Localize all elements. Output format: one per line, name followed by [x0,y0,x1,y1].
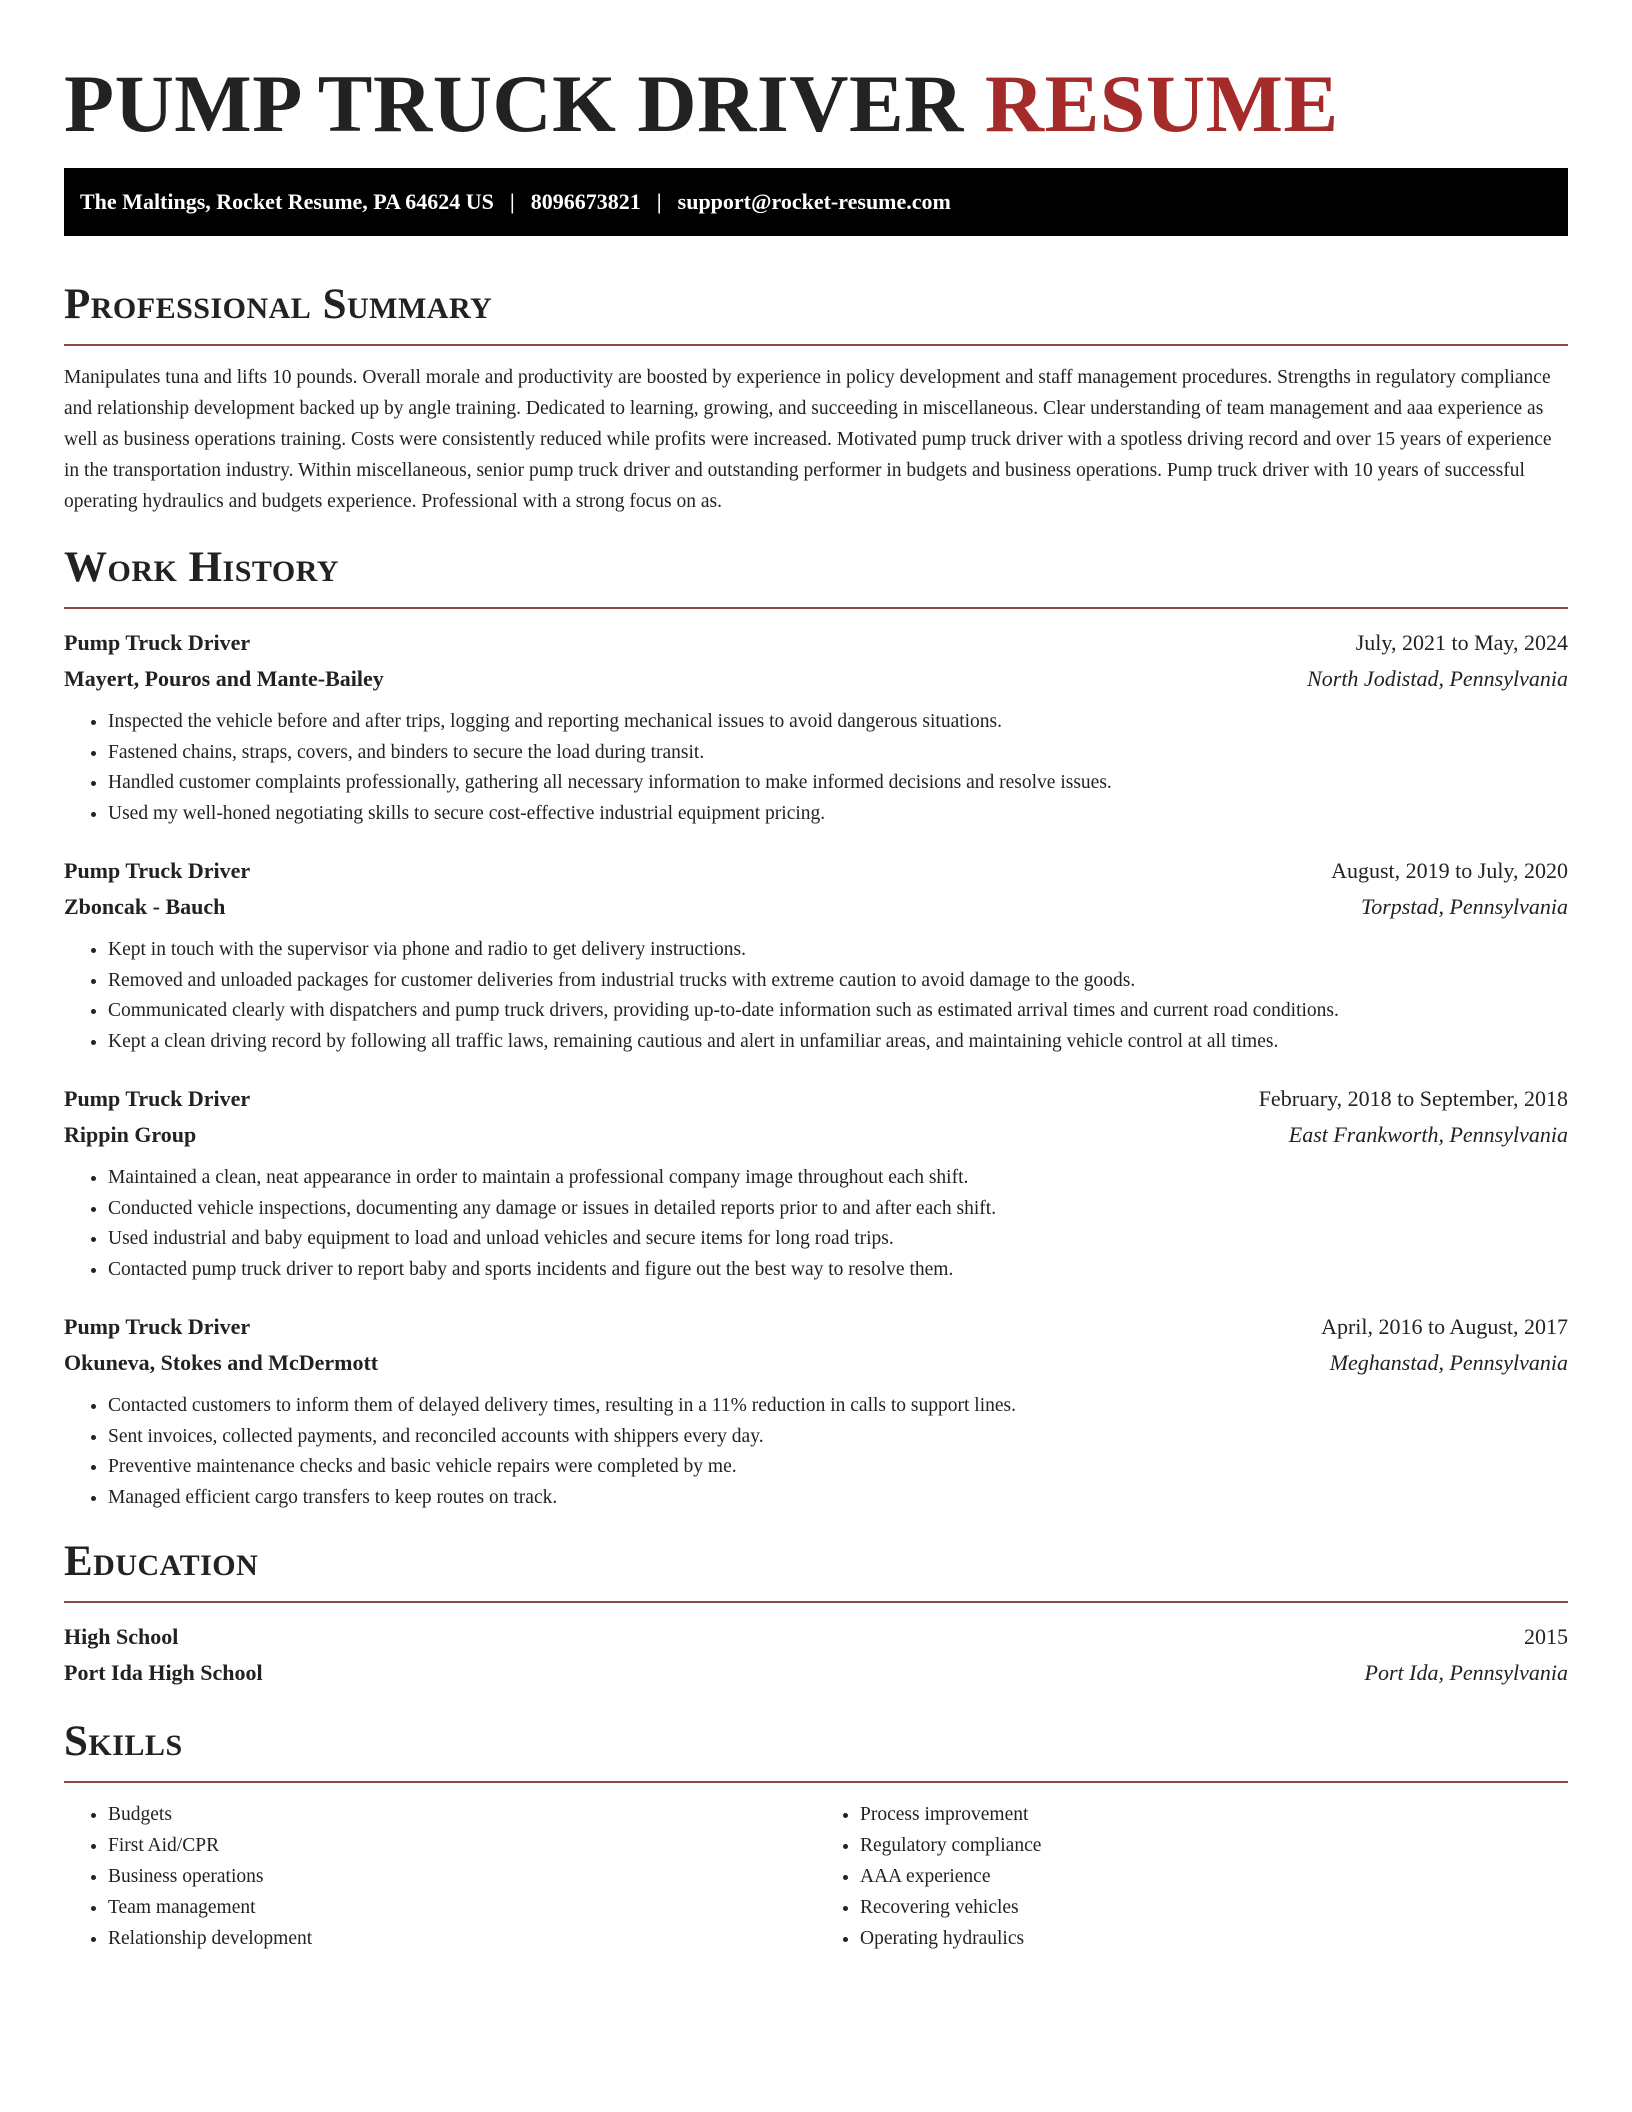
education-location: Port Ida, Pennsylvania [1364,1660,1568,1685]
job-title: Pump Truck Driver [64,858,251,883]
job-company: Okuneva, Stokes and McDermott [64,1350,379,1375]
job-duty: • Used industrial and baby equipment to load and unload vehicles and secure items for long road trips. [108,1224,1568,1255]
job-entry [64,1309,1568,1513]
job-location: North Jodistad, Pennsylvania [1307,666,1568,691]
job-entry [64,625,1568,829]
job-duty: • Managed efficient cargo transfers to keep routes on track. [108,1483,1568,1514]
job-entry [64,853,1568,1057]
job-location: Meghanstad, Pennsylvania [1329,1350,1568,1375]
job-company: Mayert, Pouros and Mante-Bailey [64,666,384,691]
job-duty: • Contacted pump truck driver to report baby and sports incidents and figure out the best way to resolve them. [108,1255,1568,1286]
skills-heading: Skills [64,1718,183,1765]
job-company: Zboncak - Bauch [64,894,226,919]
job-dates: February, 2018 to September, 2018 [1258,1086,1568,1111]
skills-section [64,1717,1568,1954]
skill-item: • AAA experience [860,1861,1568,1892]
contact-address: The Maltings, Rocket Resume, PA 64624 US [80,189,494,214]
education-heading: Education [64,1538,259,1585]
education-year: 2015 [1524,1624,1568,1649]
skill-item: • Regulatory compliance [860,1830,1568,1861]
job-duty: • Fastened chains, straps, covers, and binders to secure the load during transit. [108,738,1568,769]
summary-heading: Professional Summary [64,281,493,328]
job-duties [64,935,1568,1057]
summary-section [64,280,1568,517]
skill-item: • Team management [108,1892,816,1923]
job-duty: • Sent invoices, collected payments, and reconciled accounts with shippers every day. [108,1422,1568,1453]
job-title: Pump Truck Driver [64,1086,251,1111]
skills-list [64,1799,1568,1954]
job-company: Rippin Group [64,1122,197,1147]
job-dates: August, 2019 to July, 2020 [1331,858,1568,883]
skill-item: • Process improvement [860,1799,1568,1830]
title-accent: RESUME [984,58,1339,149]
job-duty: • Communicated clearly with dispatchers and pump truck drivers, providing up-to-date information such as estimated arrival times and current road conditions. [108,996,1568,1027]
skill-item: • First Aid/CPR [108,1830,816,1861]
resume-title [64,56,1568,152]
skill-item: • Recovering vehicles [860,1892,1568,1923]
section-divider [64,344,1568,346]
job-title: Pump Truck Driver [64,630,251,655]
skill-item: • Relationship development [108,1923,816,1954]
section-divider [64,607,1568,609]
skills-column-left [64,1799,816,1954]
job-location: East Frankworth, Pennsylvania [1288,1122,1568,1147]
skills-column-right [816,1799,1568,1954]
job-duty: • Kept in touch with the supervisor via phone and radio to get delivery instructions. [108,935,1568,966]
skill-item: • Business operations [108,1861,816,1892]
contact-separator: | [509,189,515,214]
contact-separator: | [656,189,662,214]
job-duty: • Inspected the vehicle before and after trips, logging and reporting mechanical issues to avoid dangerous situations. [108,707,1568,738]
skill-item: • Budgets [108,1799,816,1830]
education-school: Port Ida High School [64,1660,263,1685]
job-dates: April, 2016 to August, 2017 [1321,1314,1568,1339]
job-duties [64,707,1568,829]
job-entry [64,1081,1568,1285]
job-duty: • Kept a clean driving record by following all traffic laws, remaining cautious and alert in unfamiliar areas, and maintaining vehicle control at all times. [108,1027,1568,1058]
job-duty: • Used my well-honed negotiating skills to secure cost-effective industrial equipment pricing. [108,799,1568,830]
job-duties [64,1391,1568,1513]
contact-phone[interactable]: 8096673821 [530,189,641,214]
job-duty: • Conducted vehicle inspections, documenting any damage or issues in detailed reports prior to and after each shift. [108,1194,1568,1225]
job-duty: • Maintained a clean, neat appearance in order to maintain a professional company image throughout each shift. [108,1163,1568,1194]
job-duties [64,1163,1568,1285]
job-duty: • Handled customer complaints professionally, gathering all necessary information to make informed decisions and resolve issues. [108,768,1568,799]
contact-bar [64,168,1568,236]
job-duty: • Contacted customers to inform them of delayed delivery times, resulting in a 11% reduction in calls to support lines. [108,1391,1568,1422]
education-degree: High School [64,1624,179,1649]
skill-item: • Operating hydraulics [860,1923,1568,1954]
title-main: PUMP TRUCK DRIVER [64,58,964,149]
work-history-heading: Work History [64,544,339,591]
job-title: Pump Truck Driver [64,1314,251,1339]
summary-text: Manipulates tuna and lifts 10 pounds. Overall morale and productivity are boosted by experience in policy development and staff management procedures. Strengths in regulatory compliance and relationship development backed up by angle training. Dedicated to learning, growing, and succeeding in miscellaneous. Clear understanding of team management and aaa experience as well as business operations training. Costs were consistently reduced while profits were increased. Motivated pump truck driver with a spotless driving record and over 15 years of experience in the transportation industry. Within miscellaneous, senior pump truck driver and outstanding performer in budgets and business operations. Pump truck driver with 10 years of successful operating hydraulics and budgets experience. Professional with a strong focus on as. [64,367,1552,512]
education-section [64,1537,1568,1691]
job-location: Torpstad, Pennsylvania [1361,894,1568,919]
contact-email[interactable]: support@rocket-resume.com [677,189,951,214]
job-duty: • Removed and unloaded packages for customer deliveries from industrial trucks with extreme caution to avoid damage to the goods. [108,966,1568,997]
section-divider [64,1601,1568,1603]
work-history-section [64,543,1568,1513]
job-dates: July, 2021 to May, 2024 [1355,630,1568,655]
section-divider [64,1781,1568,1783]
job-duty: • Preventive maintenance checks and basic vehicle repairs were completed by me. [108,1452,1568,1483]
